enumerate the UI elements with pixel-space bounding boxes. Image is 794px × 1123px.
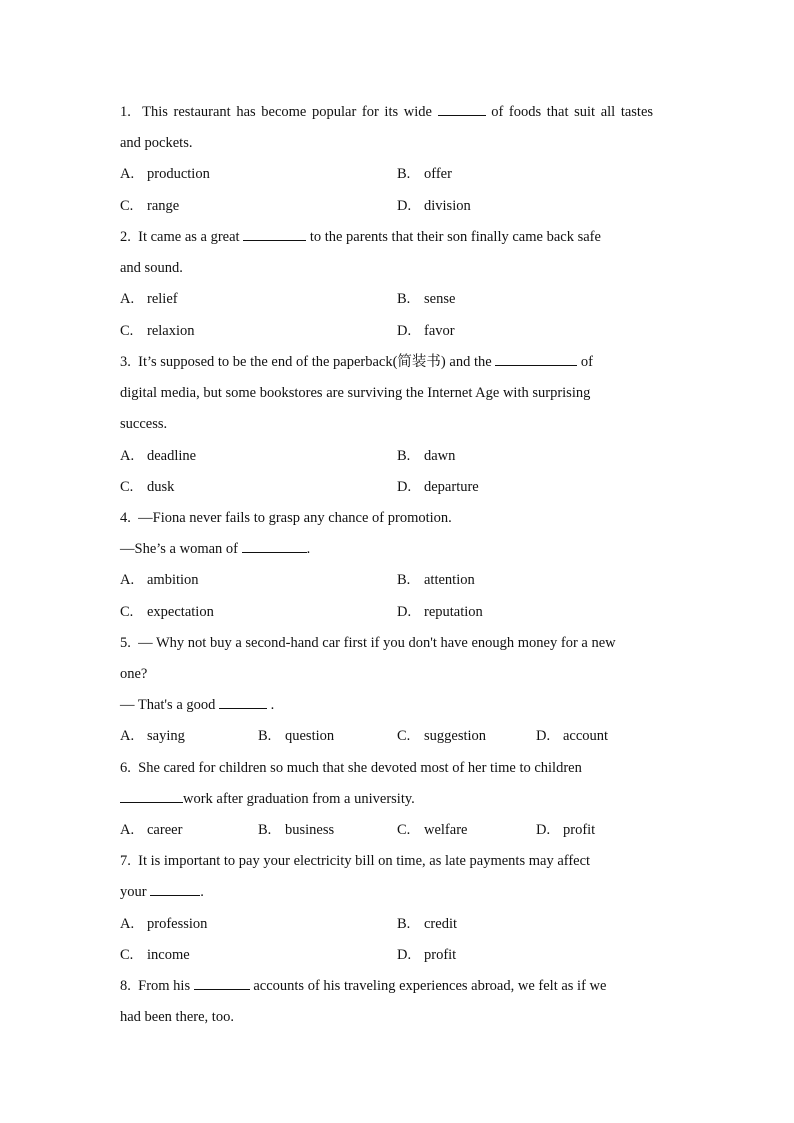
option-a: A. saying [120,728,185,744]
question-7-stem: 7. It is important to pay your electricity bill on time, as late payments may affect [120,853,591,869]
option-a: A. relief [120,291,178,307]
answer-blank [120,790,183,803]
question-number: 7. [120,853,131,869]
answer-blank [219,696,267,709]
option-c: C. dusk [120,479,175,495]
answer-blank [438,103,486,116]
option-d: D. reputation [397,604,483,620]
option-b: B. dawn [397,448,456,464]
question-1-stem-cont: and pockets. [120,135,193,151]
question-number: 3. [120,354,131,370]
question-5-stem-cont: one? [120,666,148,682]
answer-blank [194,977,250,990]
question-5-stem-cont: — That's a good . [120,697,275,713]
option-c: C. income [120,947,190,963]
question-4-stem-cont: —She’s a woman of . [120,541,311,557]
option-d: D. profit [536,822,596,838]
option-b: B. credit [397,916,458,932]
option-d: D. account [536,728,609,744]
option-a: A. profession [120,916,208,932]
option-c: C. suggestion [397,728,487,744]
question-3-stem-cont: digital media, but some bookstores are surviving the Internet Age with surprising [120,385,591,401]
question-7-stem-cont: your . [120,884,204,900]
option-d: D. favor [397,323,455,339]
question-6-stem-cont: work after graduation from a university. [120,790,415,808]
question-5-stem: 5. — Why not buy a second-hand car first if you don't have enough money for a new [120,635,616,651]
question-2-stem: 2. It came as a great to the parents that their son finally came back safe [120,229,601,245]
question-number: 6. [120,760,131,776]
question-6-stem: 6. She cared for children so much that she devoted most of her time to children [120,760,582,776]
question-number: 1. [120,104,131,120]
option-a: A. production [120,166,210,182]
option-a: A. deadline [120,448,197,464]
answer-blank [242,540,307,553]
option-b: B. sense [397,291,456,307]
option-a: A. ambition [120,572,199,588]
answer-blank [150,883,200,896]
question-8-stem-cont: had been there, too. [120,1009,234,1025]
answer-blank [243,228,306,241]
option-d: D. division [397,198,471,214]
question-8-stem: 8. From his accounts of his traveling experiences abroad, we felt as if we [120,978,607,994]
option-a: A. career [120,822,183,838]
option-c: C. relaxion [120,323,195,339]
question-1-stem: 1. This restaurant has become popular for its wide of foods that suit all tastes [120,104,654,120]
option-c: C. welfare [397,822,468,838]
answer-blank [495,353,577,366]
option-d: D. departure [397,479,479,495]
question-2-stem-cont: and sound. [120,260,183,276]
question-3-stem-cont: success. [120,416,168,432]
option-c: C. expectation [120,604,214,620]
question-number: 5. [120,635,131,651]
option-b: B. attention [397,572,475,588]
question-number: 4. [120,510,131,526]
question-4-stem: 4. —Fiona never fails to grasp any chance of promotion. [120,510,452,526]
question-number: 2. [120,229,131,245]
option-d: D. profit [397,947,457,963]
option-b: B. business [258,822,335,838]
question-number: 8. [120,978,131,994]
option-c: C. range [120,198,180,214]
option-b: B. offer [397,166,452,182]
question-3-stem: 3. It’s supposed to be the end of the paperback(简装书) and the of [120,354,594,370]
option-b: B. question [258,728,335,744]
